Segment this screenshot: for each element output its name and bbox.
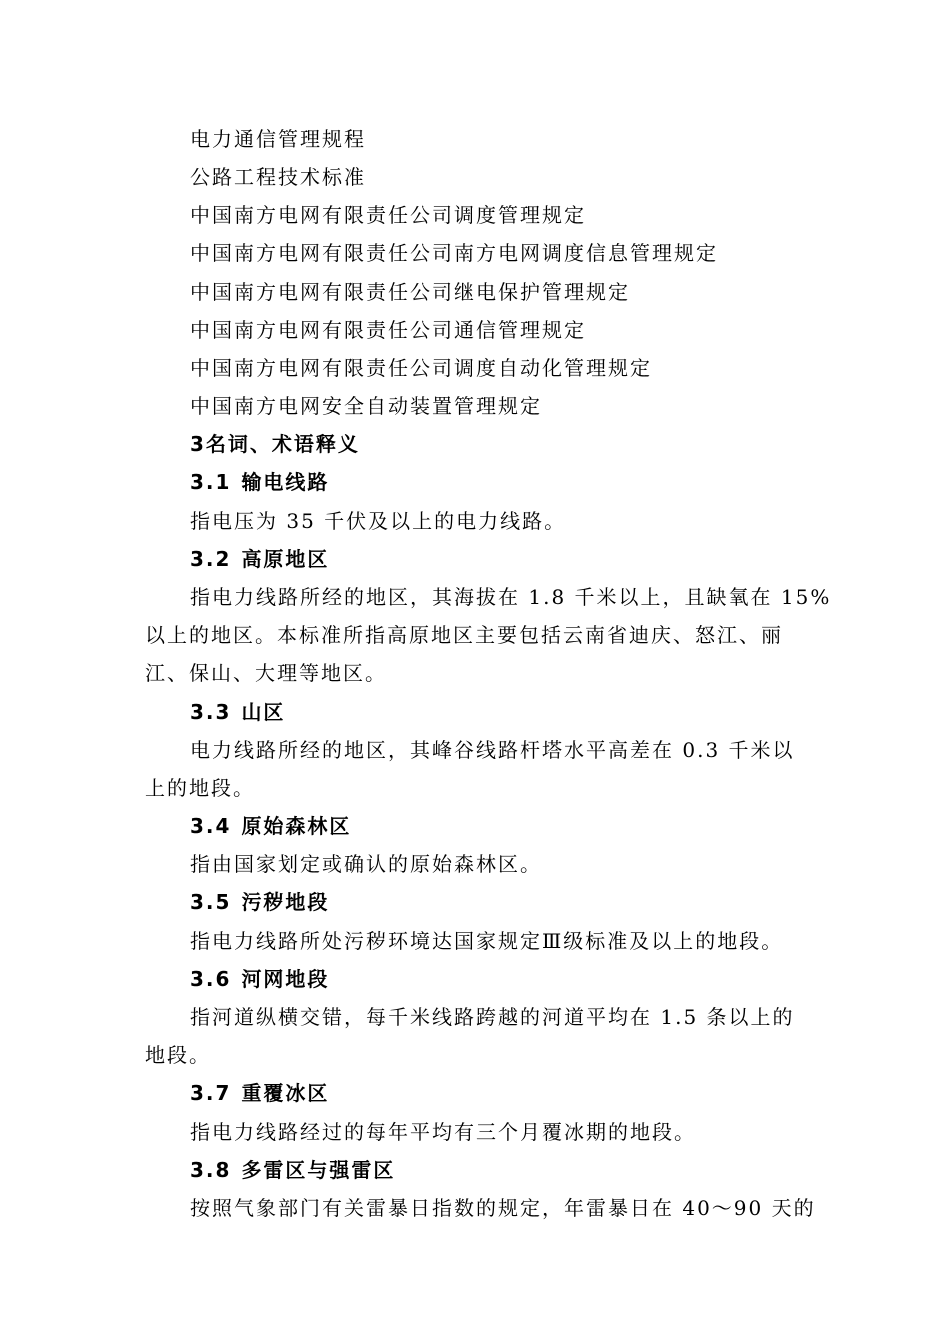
term-title: 河网地段 [241,967,330,991]
term-title: 多雷区与强雷区 [241,1158,396,1182]
term-number: 3.3 [190,700,232,724]
term-title: 输电线路 [241,470,330,494]
term-number: 3.8 [190,1158,232,1182]
definition-line: 指电力线路经过的每年平均有三个月覆冰期的地段。 [190,1120,696,1144]
term-heading [190,813,351,839]
definition-line: 指河道纵横交错，每千米线路跨越的河道平均在 1.5 条以上的 [190,1005,795,1029]
definition-line: 上的地段。 [145,776,255,800]
term-title: 高原地区 [241,547,330,571]
reference-item: 公路工程技术标准 [190,165,366,189]
definition-line: 江、保山、大理等地区。 [145,661,387,685]
term-title: 重覆冰区 [241,1081,330,1105]
reference-item: 中国南方电网有限责任公司通信管理规定 [190,318,586,342]
term-heading [190,966,329,992]
term-number: 3.4 [190,814,232,838]
definition-line: 电力线路所经的地区，其峰谷线路杆塔水平高差在 0.3 千米以 [190,738,795,762]
definition-line: 以上的地区。本标准所指高原地区主要包括云南省迪庆、怒江、丽 [145,623,783,647]
term-title: 山区 [241,700,286,724]
term-heading [190,1080,329,1106]
term-number: 3.2 [190,547,232,571]
definition-line: 指电力线路所经的地区，其海拔在 1.8 千米以上，且缺氧在 15% [190,585,832,609]
definition-line: 指电力线路所处污秽环境达国家规定Ⅲ级标准及以上的地段。 [190,929,784,953]
term-number: 3.6 [190,967,232,991]
term-heading [190,546,329,572]
definition-line: 指电压为 35 千伏及以上的电力线路。 [190,509,567,533]
term-number: 3.5 [190,890,232,914]
definition-line: 按照气象部门有关雷暴日指数的规定，年雷暴日在 40～90 天的 [190,1196,816,1220]
reference-item: 中国南方电网安全自动装置管理规定 [190,394,542,418]
reference-item: 中国南方电网有限责任公司调度自动化管理规定 [190,356,652,380]
section-heading: 3名词、术语释义 [190,432,360,456]
term-heading [190,1157,395,1183]
term-heading [190,889,329,915]
term-number: 3.1 [190,470,232,494]
term-heading [190,469,329,495]
term-number: 3.7 [190,1081,232,1105]
reference-item: 中国南方电网有限责任公司继电保护管理规定 [190,280,630,304]
definition-line: 指由国家划定或确认的原始森林区。 [190,852,542,876]
definition-line: 地段。 [145,1043,211,1067]
reference-item: 中国南方电网有限责任公司调度管理规定 [190,203,586,227]
reference-item: 电力通信管理规程 [190,127,366,151]
reference-item: 中国南方电网有限责任公司南方电网调度信息管理规定 [190,241,718,265]
term-title: 污秽地段 [241,890,330,914]
term-title: 原始森林区 [241,814,352,838]
term-heading [190,699,285,725]
